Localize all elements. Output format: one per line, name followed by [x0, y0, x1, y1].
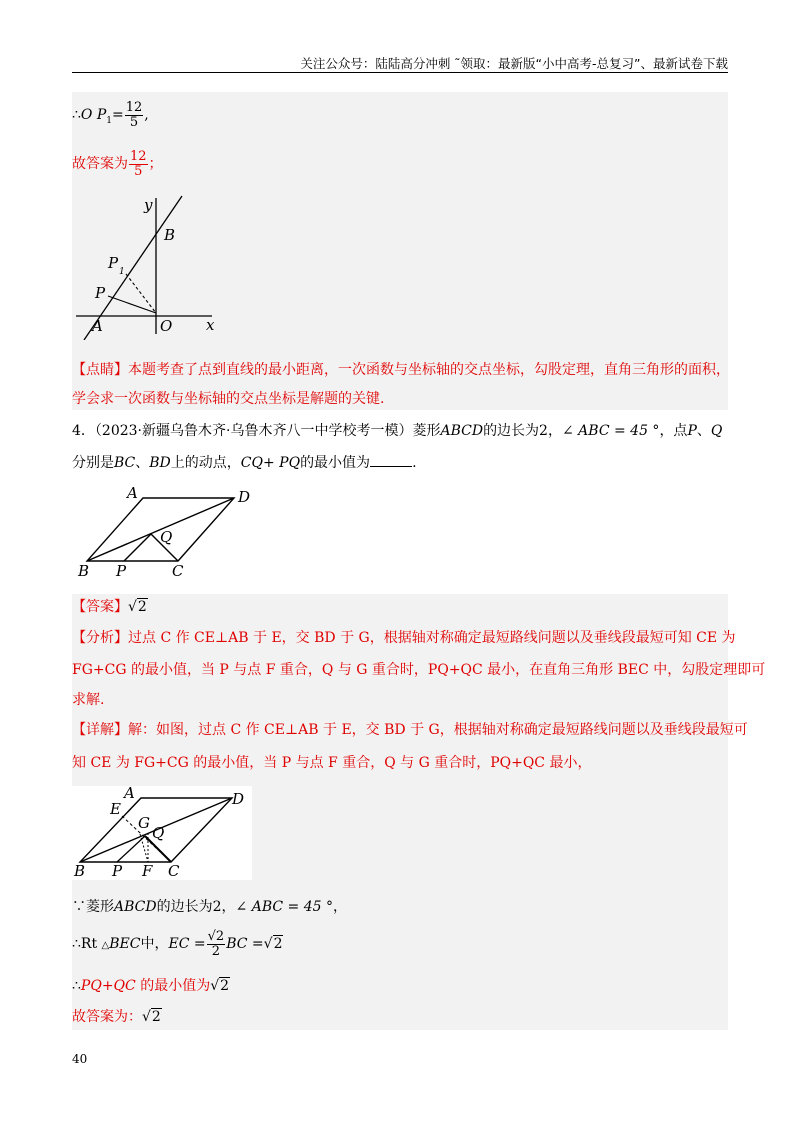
fraction [125, 101, 144, 129]
label-e: E [110, 800, 121, 818]
label-y: y [144, 196, 153, 214]
dianjing-text-2: 学会求一次函数与坐标轴的交点坐标是解题的关键. [72, 391, 385, 407]
label-c: C [172, 562, 184, 580]
solution-1e: ， [332, 899, 347, 915]
figure-coordinate-sketch [72, 194, 232, 340]
equals-sign: = [112, 107, 124, 124]
q4-sep: 、 [696, 423, 711, 439]
answer-prefix: 故答案为 [72, 156, 128, 173]
q4-text-2a: 分别是 [72, 455, 114, 471]
label-p1: P [108, 254, 119, 272]
solution-1c: 的边长为2， [156, 899, 236, 915]
pq-qc-expr: PQ+QC [80, 978, 136, 994]
label-d: D [238, 488, 251, 506]
construction-svg [72, 786, 252, 880]
question-number: 4． [72, 423, 95, 439]
q4-bc: BC [114, 455, 136, 471]
rt-label: Rt [80, 936, 102, 953]
sqrt2-over-2 [207, 930, 226, 958]
detail-line-2 [72, 752, 591, 772]
detail-tag: 【详解】 [72, 722, 128, 738]
label-b: B [164, 226, 176, 244]
analysis-text-1: 过点 C 作 CE⊥AB 于 E，交 BD 于 G，根据轴对称确定最短路线问题以及垂线段最短可知 CE 为 [128, 630, 736, 646]
analysis-line-1 [72, 627, 736, 647]
coordinate-svg [72, 194, 232, 340]
label-p: P [112, 862, 123, 880]
label-f: F [142, 862, 153, 880]
page-header: 关注公众号：陆陆高分冲刺 ˜领取：最新版“小中高考-总复习”、最新试卷下载 [300, 56, 728, 71]
solution-1d: ∠ ABC = 45 ° [235, 899, 333, 915]
q4-q: Q [710, 423, 723, 439]
q4-text-1a: 菱形 [412, 423, 441, 439]
label-o: O [160, 317, 173, 335]
bc-eq: BC = [226, 936, 264, 953]
final-radicand: 2 [151, 1009, 161, 1025]
frac-num-radicand: 2 [215, 929, 225, 944]
q4-expression: CQ+ PQ [240, 455, 301, 471]
label-q: Q [160, 528, 173, 546]
min-value-text: 的最小值为 [135, 978, 211, 994]
detail-text-1: 解：如图，过点 C 作 CE⊥AB 于 E，交 BD 于 G，根据轴对称确定最短路线问题以及垂线段最短可 [128, 722, 748, 738]
q4-text-2c: 的最小值为 [300, 455, 371, 471]
min-sqrt: √2 [210, 978, 230, 994]
detail-text-2: 知 CE 为 FG+CG 的最小值，当 P 与点 F 重合，Q 与 G 重合时，PQ+QC 最小， [72, 755, 592, 771]
semicolon: ； [148, 156, 163, 173]
solution-line-4 [72, 1006, 162, 1026]
page-number: 40 [72, 1052, 88, 1066]
because-symbol: ∵ [72, 899, 86, 915]
label-p: P [116, 562, 127, 580]
q4-p: P [687, 423, 697, 439]
fraction-denominator: 5 [129, 114, 139, 130]
answer-line [72, 596, 148, 616]
segment-op [108, 296, 156, 313]
question-4-line-1 [72, 420, 722, 440]
ec-radicand: 2 [273, 936, 283, 953]
comma: , [144, 107, 149, 124]
dianjing-line-2 [72, 388, 384, 408]
rhombus-svg [72, 484, 262, 580]
op1-line [72, 101, 149, 129]
label-d: D [232, 790, 245, 808]
analysis-line-3 [72, 689, 104, 709]
op-sub: 1 [106, 115, 113, 126]
analysis-tag: 【分析】 [72, 630, 128, 646]
q4-text-2b: 上的动点， [170, 455, 241, 471]
fraction-numerator: 12 [125, 100, 143, 115]
answer-fraction [129, 150, 148, 178]
q4-bd: BD [149, 455, 171, 471]
question-4-line-2 [72, 452, 417, 472]
answer-radicand: 2 [137, 599, 147, 615]
min-radicand: 2 [220, 978, 230, 994]
analysis-text-2: FG+CG 的最小值，当 P 与点 F 重合，Q 与 G 重合时，PQ+QC 最小，在直角三角形 BEC 中，勾股定理即可 [72, 662, 766, 678]
therefore-symbol: ∴ [72, 107, 81, 124]
detail-line-1 [72, 719, 748, 739]
q4-text-1b: 的边长为2， [483, 423, 562, 439]
label-b: B [78, 562, 90, 580]
solution-1b: ABCD [114, 899, 157, 915]
q4-abcd: ABCD [440, 423, 484, 439]
q4-angle: ∠ ABC = 45 ° [561, 423, 660, 439]
zhong-text: 中， [140, 936, 169, 953]
label-b: B [74, 862, 86, 880]
figure-rhombus-construction [72, 786, 252, 880]
solution-line-1 [72, 896, 347, 916]
op-label: O P [80, 107, 107, 124]
label-a: A [124, 786, 135, 802]
segment-pq [124, 534, 151, 561]
answer-sqrt: √2 [128, 599, 147, 615]
label-a: A [92, 317, 103, 335]
question-source: （2023·新疆乌鲁木齐·乌鲁木齐八一中学校考一模） [94, 423, 413, 439]
triangle-symbol: △ [101, 940, 110, 952]
dianjing-text-1: 本题考查了点到直线的最小距离，一次函数与坐标轴的交点坐标，勾股定理，直角三角形的面积， [128, 362, 730, 378]
label-p: P [95, 284, 106, 302]
ec-sqrt: √2 [263, 936, 283, 953]
answer-denominator: 5 [134, 163, 143, 179]
solution-line-2 [72, 930, 283, 958]
dianjing-line-1 [72, 359, 730, 379]
label-c: C [168, 862, 180, 880]
figure-rhombus [72, 484, 262, 580]
therefore-symbol-3: ∴ [72, 978, 81, 994]
label-x: x [206, 316, 215, 334]
answer-numerator: 12 [130, 149, 147, 164]
analysis-text-3: 求解. [72, 692, 105, 708]
header-rule [72, 72, 728, 73]
q4-period: . [412, 455, 417, 471]
answer-tag: 【答案】 [72, 599, 128, 615]
label-a: A [127, 484, 138, 502]
label-p1-sub: 1 [119, 267, 125, 277]
q4-sep-2: 、 [135, 455, 150, 471]
ec-eq: EC = [168, 936, 206, 953]
q4-text-1c: ，点 [659, 423, 688, 439]
frac-den: 2 [211, 943, 221, 959]
triangle-bec: BEC [109, 936, 141, 953]
frac-num-sqrt: √2 [207, 929, 225, 944]
solution-line-3 [72, 975, 230, 995]
label-q: Q [152, 824, 165, 842]
solution-1a: 菱形 [86, 899, 114, 915]
answer-line-1 [72, 150, 163, 178]
final-answer-text: 故答案为： [72, 1009, 142, 1025]
dianjing-tag: 【点睛】 [72, 362, 128, 378]
answer-blank [370, 454, 412, 467]
analysis-line-2 [72, 659, 765, 679]
therefore-symbol-2: ∴ [72, 936, 81, 953]
final-sqrt: √2 [142, 1009, 161, 1025]
label-g: G [138, 814, 150, 832]
